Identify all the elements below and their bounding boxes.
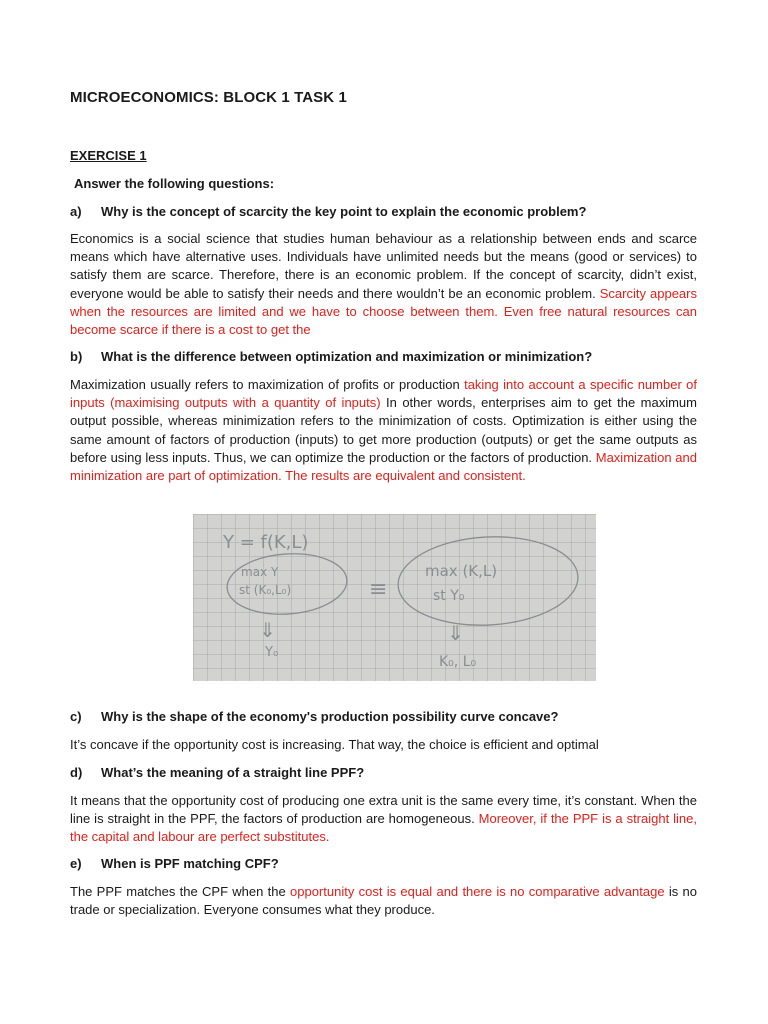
question-d-label: d) xyxy=(70,765,83,780)
question-e-label: e) xyxy=(70,856,82,871)
document-title: MICROECONOMICS: BLOCK 1 TASK 1 xyxy=(70,89,347,106)
answer-d-highlight: Moreover, if the PPF is a straight line, the capital and labour are perfect substitutes. xyxy=(70,811,697,845)
sketch-right-arrow: ⇓ xyxy=(447,621,464,645)
right-ellipse xyxy=(396,532,580,629)
sketch-left-line2: st (K₀,L₀) xyxy=(239,583,292,597)
question-e xyxy=(70,856,279,871)
question-c xyxy=(70,709,558,724)
sketch-equiv: ≡ xyxy=(369,577,388,602)
answer-a xyxy=(70,230,697,339)
answer-b xyxy=(70,376,697,485)
answer-a-text: Economics is a social science that studies human behaviour as a relationship between ends and scarce means which have alternative uses. Individuals have unlimited needs but the means (good or services) to satisfy them are scarce. Therefore, there is an economic problem. If the concept of scarcity, didn’t exist, everyone would be able to satisfy their needs and there wouldn’t be an economic problem. xyxy=(70,231,697,301)
question-a-label: a) xyxy=(70,204,82,219)
answer-d xyxy=(70,792,697,847)
question-b-label: b) xyxy=(70,349,83,364)
answer-e-highlight: opportunity cost is equal and there is no comparative advantage xyxy=(290,884,665,899)
question-a xyxy=(70,204,586,219)
exercise-heading: EXERCISE 1 xyxy=(70,148,147,163)
sketch-left-line1: max Y xyxy=(241,565,279,579)
sketch-right-line1: max (K,L) xyxy=(425,562,498,580)
question-b xyxy=(70,349,592,364)
answer-e-text-2: is no trade or specialization. Everyone consumes what they produce. xyxy=(70,884,697,918)
instruction-text: Answer the following questions: xyxy=(74,176,275,191)
sketch-function: Y = f(K,L) xyxy=(223,532,309,553)
sketch-right-line2: st Y₀ xyxy=(433,588,465,604)
answer-b-text-2: In other words, enterprises aim to get the maximum output possible, whereas minimization refers to the minimization of costs. Optimization is either using the same amount of factors of production (inputs) to get more production (outputs) or get the same outputs as before using less inputs. Thus, we can optimize the production or the factors of production. xyxy=(70,395,697,465)
answer-e-text-1: The PPF matches the CPF when the xyxy=(70,884,290,899)
question-c-label: c) xyxy=(70,709,82,724)
question-e-text: When is PPF matching CPF? xyxy=(101,856,279,871)
sketch-left-arrow: ⇓ xyxy=(259,618,276,642)
answer-b-highlight-1: taking into account a specific number of inputs (maximising outputs with a quantity of inputs) xyxy=(70,377,697,411)
answer-d-text: It means that the opportunity cost of producing one extra unit is the same every time, it’s constant. When the line is straight in the PPF, the factors of production are homogeneous. xyxy=(70,793,697,827)
answer-e xyxy=(70,883,697,919)
question-c-text: Why is the shape of the economy's production possibility curve concave? xyxy=(101,709,559,724)
question-b-text: What is the difference between optimization and maximization or minimization? xyxy=(101,349,593,364)
question-d xyxy=(70,765,364,780)
answer-c-text: It’s concave if the opportunity cost is increasing. That way, the choice is efficient and optimal xyxy=(70,737,599,752)
answer-b-highlight-2: Maximization and minimization are part of optimization. The results are equivalent and consistent. xyxy=(70,449,697,484)
handwritten-sketch-photo xyxy=(193,514,596,681)
answer-c xyxy=(70,736,697,754)
sketch-drawing xyxy=(193,514,596,681)
answer-b-text-1: Maximization usually refers to maximization of profits or production xyxy=(70,377,465,392)
question-d-text: What’s the meaning of a straight line PPF? xyxy=(101,765,365,780)
sketch-left-result: Y₀ xyxy=(265,645,279,660)
question-a-text: Why is the concept of scarcity the key point to explain the economic problem? xyxy=(101,204,587,219)
sketch-right-result: K₀, L₀ xyxy=(439,654,477,670)
answer-a-highlight: Scarcity appears when the resources are limited and we have to choose between them. Even free natural resources can become scarce if there is a cost to get the xyxy=(70,285,697,338)
